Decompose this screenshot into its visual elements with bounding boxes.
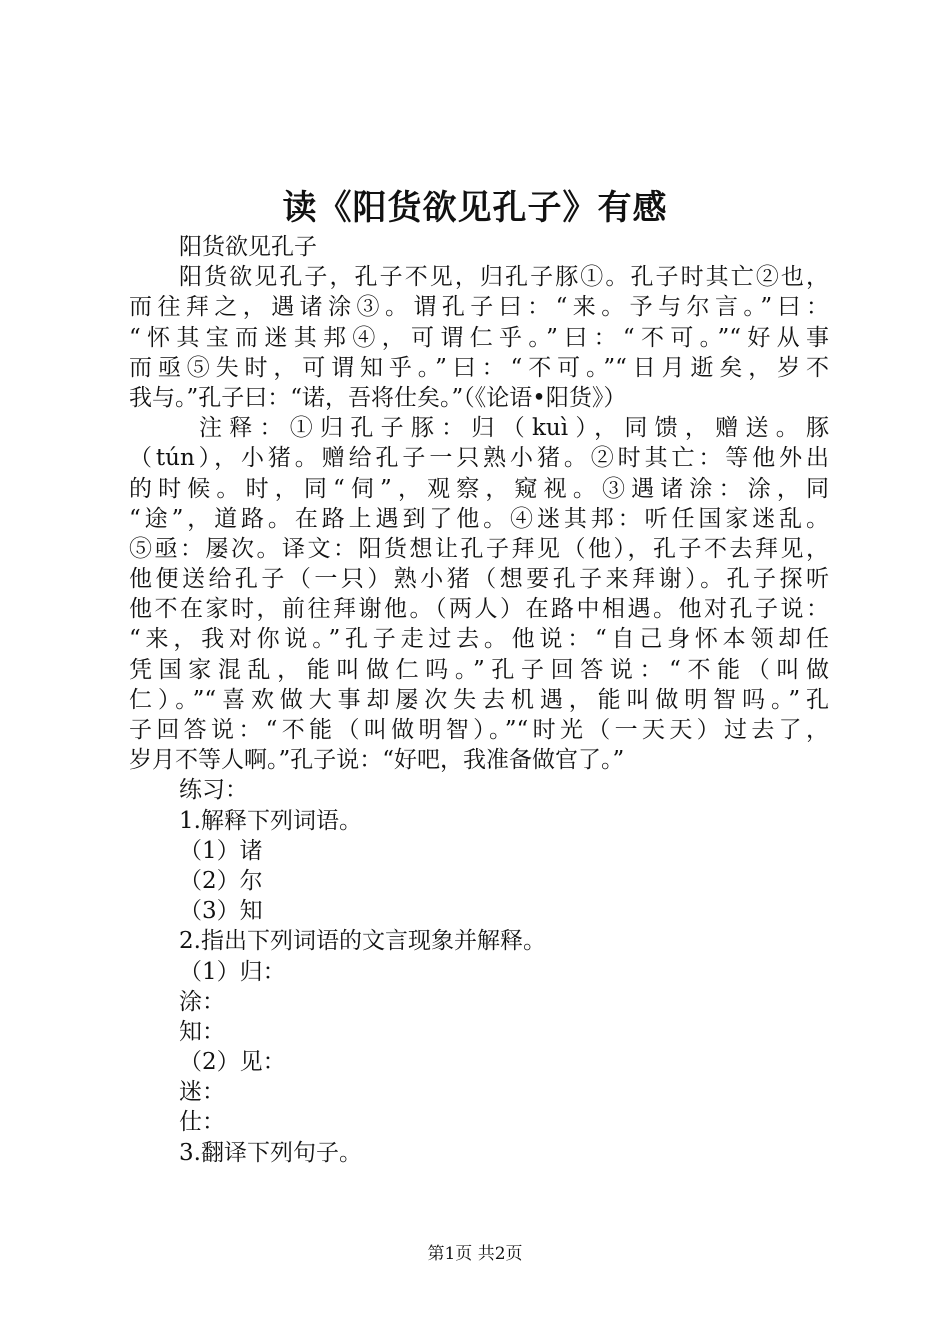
text-line: 我与。”孔子曰：“诺，吾将仕矣。”（《论语•阳货》） bbox=[129, 384, 627, 411]
text-line: 3.翻译下列句子。 bbox=[179, 1139, 362, 1166]
text-line: （3）知 bbox=[179, 898, 263, 925]
text-line: 阳货欲见孔子 bbox=[179, 234, 317, 260]
text-line: 练习： bbox=[179, 777, 248, 804]
text-line: 凭国家混乱，能叫做仁吗。”孔子回答说：“不能（叫做 bbox=[129, 656, 829, 683]
text-line: 注释：①归孔子豚：归（kuì），同馈，赠送。豚 bbox=[199, 415, 829, 442]
text-line: 而往拜之，遇诸涂③。谓孔子曰：“来。予与尔言。”曰： bbox=[129, 294, 829, 321]
text-line: （1）诸 bbox=[179, 837, 263, 864]
text-line: 迷： bbox=[179, 1079, 225, 1106]
text-line: 2.指出下列词语的文言现象并解释。 bbox=[179, 928, 546, 955]
text-line: 他便送给孔子（一只）熟小猪（想要孔子来拜谢）。孔子探听 bbox=[129, 566, 829, 593]
text-line: （1）归： bbox=[179, 958, 286, 985]
text-line: 仁）。”“喜欢做大事却屡次失去机遇，能叫做明智吗。”孔 bbox=[129, 686, 829, 713]
text-line: “来，我对你说。”孔子走过去。他说：“自己身怀本领却任 bbox=[129, 626, 829, 653]
text-line: （tún），小猪。赠给孔子一只熟小猪。②时其亡：等他外出 bbox=[129, 445, 829, 472]
text-line: 而亟⑤失时，可谓知乎。”曰：“不可。”“日月逝矣，岁不 bbox=[129, 354, 829, 381]
document-body bbox=[129, 232, 829, 1168]
text-line: 知： bbox=[179, 1018, 225, 1045]
text-line: ⑤亟：屡次。译文：阳货想让孔子拜见（他），孔子不去拜见， bbox=[129, 535, 829, 562]
text-line: 仕： bbox=[179, 1109, 225, 1136]
text-line: 涂： bbox=[179, 988, 225, 1015]
text-line: 岁月不等人啊。”孔子说：“好吧，我准备做官了。” bbox=[129, 747, 625, 774]
text-line: “途”，道路。在路上遇到了他。④迷其邦：听任国家迷乱。 bbox=[129, 505, 829, 532]
text-line: 1.解释下列词语。 bbox=[179, 807, 362, 834]
text-line: 子回答说：“不能（叫做明智）。”“时光（一天天）过去了， bbox=[129, 717, 829, 743]
document-title: 读《阳货欲见孔子》有感 bbox=[282, 188, 668, 228]
text-line: 他不在家时，前往拜谢他。（两人）在路中相遇。他对孔子说： bbox=[129, 596, 829, 623]
text-line: （2）见： bbox=[179, 1049, 286, 1076]
page-footer: 第1页 共2页 bbox=[427, 1244, 523, 1264]
text-line: 阳货欲见孔子，孔子不见，归孔子豚①。孔子时其亡②也， bbox=[179, 264, 829, 291]
text-line: 的时候。时，同“伺”，观察，窥视。③遇诸涂：涂，同 bbox=[129, 475, 829, 502]
text-line: “怀其宝而迷其邦④，可谓仁乎。”曰：“不可。”“好从事 bbox=[129, 324, 829, 351]
text-line: （2）尔 bbox=[179, 867, 263, 894]
